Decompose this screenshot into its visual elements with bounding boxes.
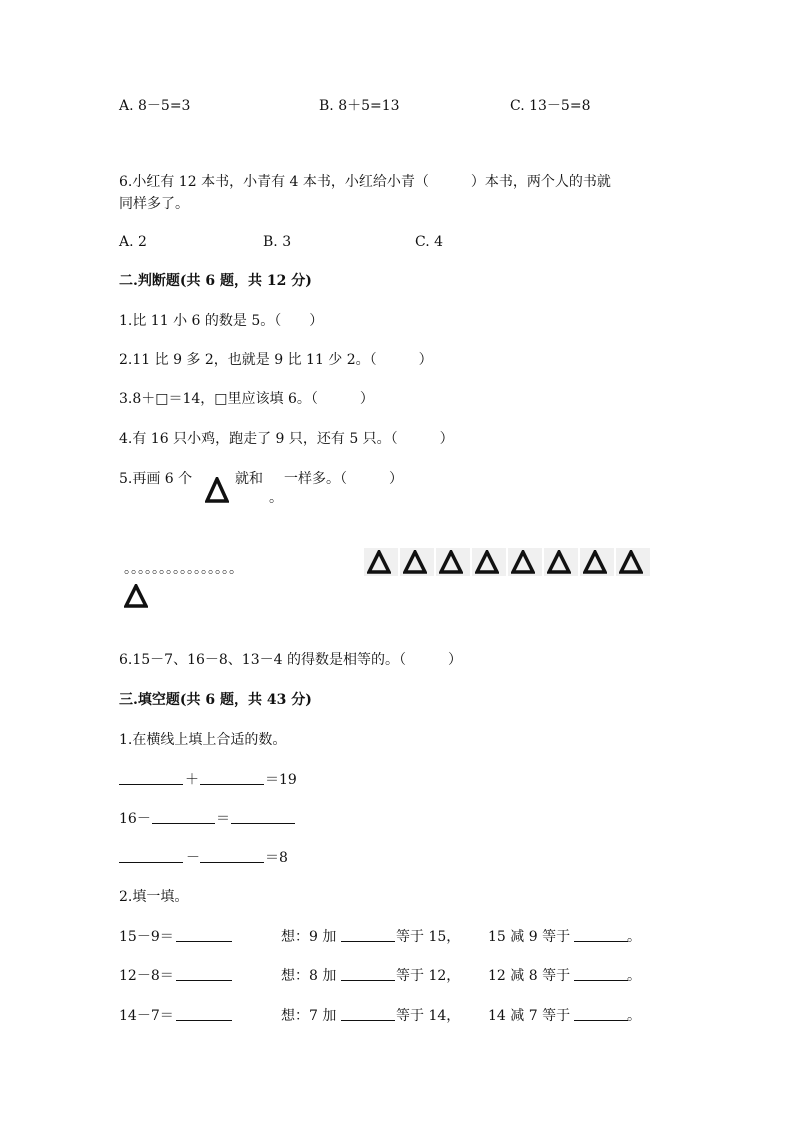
fill-q2-title: 2.填一填。 (119, 889, 189, 905)
blank-field[interactable] (341, 966, 395, 981)
fill-q1-title: 1.在横线上填上合适的数。 (119, 732, 287, 748)
equal-sign: ＝ (216, 811, 230, 827)
blank-field[interactable] (341, 927, 395, 942)
q6-line2: 同样多了。 (119, 196, 189, 212)
blank-field[interactable] (574, 966, 628, 981)
section3-heading: 三.填空题(共 6 题，共 43 分) (119, 692, 312, 708)
fill-row-period: 。 (627, 968, 641, 984)
judge-item-2: 2.11 比 9 多 2，也就是 9 比 11 少 2。（ ） (119, 352, 433, 368)
triangle-icon (619, 550, 643, 574)
judge-item-6: 6.15－7、16－8、13－4 的得数是相等的。（ ） (119, 652, 462, 668)
blank-field[interactable] (176, 1006, 232, 1021)
judge-item-1: 1.比 11 小 6 的数是 5。（ ） (119, 313, 324, 329)
minus-sign: － (186, 850, 200, 866)
fill-row-subtract: 12 减 8 等于 (488, 968, 571, 984)
judge-item-5-prefix: 5.再画 6 个 (119, 471, 193, 487)
q6-option-c: C. 4 (415, 234, 444, 250)
triangle-icon (439, 550, 463, 574)
judge-item-3: 3.8＋□＝14，□里应该填 6。（ ） (119, 391, 374, 407)
blank-field[interactable] (200, 770, 264, 785)
blank-field[interactable] (200, 848, 264, 863)
circle-icon: 。 (269, 490, 283, 506)
fill-row-left: 14－7＝ (119, 1008, 174, 1024)
blank-field[interactable] (176, 927, 232, 942)
q6-option-b: B. 3 (263, 234, 292, 250)
triangle-icon (511, 550, 535, 574)
triangle-icon (403, 550, 427, 574)
plus-sign: ＋ (185, 772, 199, 788)
fill-row-period: 。 (627, 929, 641, 945)
fill-row-equals: 等于 12， (396, 968, 461, 984)
fill-row-think: 想：7 加 (281, 1008, 337, 1024)
blank-field[interactable] (574, 1006, 628, 1021)
eq2-head: 16－ (119, 811, 151, 827)
blank-field[interactable] (152, 809, 215, 824)
blank-field[interactable] (574, 927, 628, 942)
triangle-icon (583, 550, 607, 574)
triangle-icon (547, 550, 571, 574)
fill-row-equals: 等于 14， (396, 1008, 461, 1024)
fill-row-left: 12－8＝ (119, 968, 174, 984)
blank-field[interactable] (231, 809, 295, 824)
fill-row-subtract: 15 减 9 等于 (488, 929, 571, 945)
judge-item-5-mid: 就和 (235, 471, 263, 487)
q5-option-b: B. 8＋5=13 (319, 98, 400, 114)
triangle-icon (367, 550, 391, 574)
fill-row-left: 15－9＝ (119, 929, 174, 945)
blank-field[interactable] (341, 1006, 395, 1021)
section2-heading: 二.判断题(共 6 题，共 12 分) (119, 273, 312, 289)
fill-row-subtract: 14 减 7 等于 (488, 1008, 571, 1024)
triangle-icon (124, 584, 148, 608)
q5-option-a: A. 8－5=3 (119, 98, 191, 114)
blank-field[interactable] (119, 848, 183, 863)
q6-line1: 6.小红有 12 本书，小青有 4 本书，小红给小青（ ）本书，两个人的书就 (119, 174, 611, 190)
eq3-tail: ＝8 (265, 850, 288, 866)
blank-field[interactable] (176, 966, 232, 981)
q5-option-c: C. 13－5=8 (510, 98, 591, 114)
blank-field[interactable] (119, 770, 183, 785)
eq1-tail: ＝19 (265, 772, 297, 788)
fill-row-equals: 等于 15， (396, 929, 461, 945)
judge-item-5-suffix: 一样多。（ ） (284, 471, 403, 487)
judge-item-4: 4.有 16 只小鸡，跑走了 9 只，还有 5 只。（ ） (119, 431, 454, 447)
circles-row: 。。。。。。。。。。。。。。。。 (124, 561, 243, 577)
fill-row-think: 想：8 加 (281, 968, 337, 984)
triangle-icon (205, 477, 229, 503)
triangle-icon (475, 550, 499, 574)
fill-row-think: 想：9 加 (281, 929, 337, 945)
fill-row-period: 。 (627, 1008, 641, 1024)
q6-option-a: A. 2 (119, 234, 147, 250)
